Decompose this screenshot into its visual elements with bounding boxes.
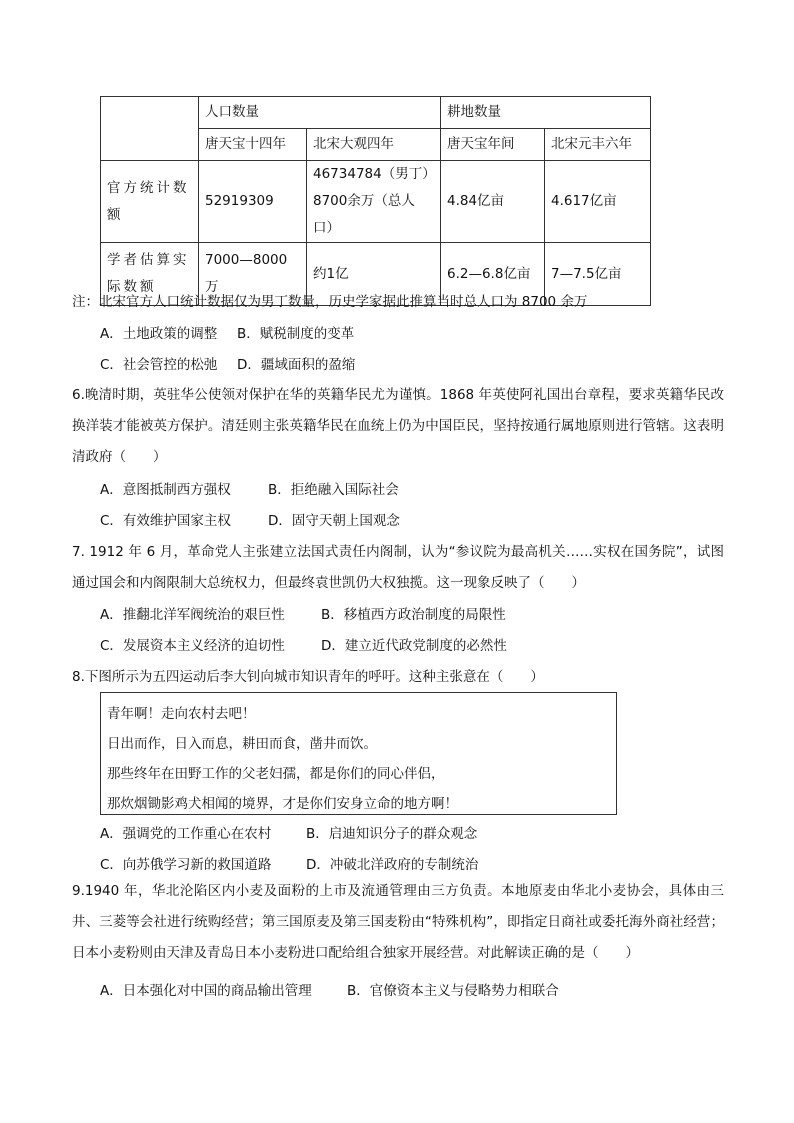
q8-option-d[interactable]: D．冲破北洋政府的专制统治 [306, 857, 479, 873]
q8-option-c[interactable]: C．向苏俄学习新的救国道路 [100, 857, 272, 873]
quote-line: 那炊烟锄影鸡犬相闻的境界，才是你们安身立命的地方啊！ [107, 796, 458, 812]
cell-scholar-tang-land: 6.2—6.8亿亩 [441, 243, 545, 306]
q8-option-b[interactable]: B．启迪知识分子的群众观念 [306, 826, 478, 842]
q5-option-c[interactable]: C．社会管控的松弛 [100, 357, 218, 373]
q8-quote-box [100, 692, 617, 815]
q8-stem: 8.下图所示为五四运动后李大钊向城市知识青年的呼吁。这种主张意在（ ） [72, 669, 544, 685]
row-label-official: 官方统计数额 [101, 161, 199, 243]
q6-option-d[interactable]: D．固守天朝上国观念 [268, 513, 400, 529]
q6-option-c[interactable]: C．有效维护国家主权 [100, 513, 231, 529]
subheader-song-population: 北宋大观四年 [307, 129, 441, 161]
cell-official-tang-land: 4.84亿亩 [441, 161, 545, 243]
cell-official-song-population [307, 161, 441, 243]
q9-option-b[interactable]: B．官僚资本主义与侵略势力相联合 [347, 983, 559, 999]
q5-option-b[interactable]: B．赋税制度的变革 [237, 326, 355, 342]
quote-line: 那些终年在田野工作的父老妇孺，都是你们的同心伴侣， [107, 766, 445, 782]
q9-stem: 9.1940 年，华北沦陷区内小麦及面粉的上市及流通管理由三方负责。本地原麦由华北小麦协会，具体由三井、三菱等会社进行统购经营；第三国原麦及第三国麦粉由“特殊机构”，即指定日商社或委托海外商社经营；日本小麦粉则由天津及青岛日本小麦粉进口配给组合独家开展经营。对此解读正确的是（ ） [72, 883, 724, 961]
cell-official-tang-population: 52919309 [199, 161, 307, 243]
q5-option-a[interactable]: A．土地政策的调整 [100, 326, 218, 342]
quote-line: 青年啊！走向农村去吧！ [107, 706, 256, 722]
table-note: 注：北宋官方人口统计数据仅为男丁数量，历史学家据此推算当时总人口为 8700 余万 [72, 294, 588, 310]
q6-option-b[interactable]: B．拒绝融入国际社会 [268, 482, 399, 498]
official-song-population-line1: 46734784（男丁） [313, 166, 436, 182]
q6-option-a[interactable]: A．意图抵制西方强权 [100, 482, 231, 498]
q5-option-d[interactable]: D．疆域面积的盈缩 [237, 357, 356, 373]
subheader-tang-population: 唐天宝十四年 [199, 129, 307, 161]
q7-option-a[interactable]: A．推翻北洋军阀统治的艰巨性 [100, 607, 285, 623]
official-song-population-line2: 8700余万（总人口） [313, 193, 415, 236]
q6-stem: 6.晚清时期，英驻华公使领对保护在华的英籍华民尤为谨慎。1868 年英使阿礼国出台章程，要求英籍华民改换洋装才能被英方保护。清廷则主张英籍华民在血统上仍为中国臣民，坚持按通行属地原则进行管辖。这表明清政府（ ） [72, 387, 724, 465]
table-row [101, 161, 651, 243]
quote-line: 日出而作，日入而息，耕田而食，凿井而饮。 [107, 736, 377, 752]
subheader-tang-land: 唐天宝年间 [441, 129, 545, 161]
q7-option-d[interactable]: D．建立近代政党制度的必然性 [321, 638, 507, 654]
data-table [100, 96, 651, 306]
q7-stem: 7. 1912 年 6 月，革命党人主张建立法国式责任内阁制，认为“参议院为最高机关……实权在国务院”，试图通过国会和内阁限制大总统权力，但最终袁世凯仍大权独揽。这一现象反映了（ ） [72, 544, 724, 591]
header-population: 人口数量 [199, 97, 441, 129]
cell-scholar-song-land: 7—7.5亿亩 [545, 243, 651, 306]
cell-scholar-tang-population: 7000—8000万 [199, 243, 307, 306]
q8-option-a[interactable]: A．强调党的工作重心在农村 [100, 826, 272, 842]
table-corner-cell [101, 97, 199, 161]
cell-official-song-land: 4.617亿亩 [545, 161, 651, 243]
header-land: 耕地数量 [441, 97, 651, 129]
subheader-song-land: 北宋元丰六年 [545, 129, 651, 161]
q7-option-b[interactable]: B．移植西方政治制度的局限性 [321, 607, 506, 623]
table-row [101, 97, 651, 129]
cell-scholar-song-population: 约1亿 [307, 243, 441, 306]
row-label-scholar: 学者估算实际数额 [101, 243, 199, 306]
q9-option-a[interactable]: A．日本强化对中国的商品输出管理 [100, 983, 312, 999]
q7-option-c[interactable]: C．发展资本主义经济的迫切性 [100, 638, 285, 654]
